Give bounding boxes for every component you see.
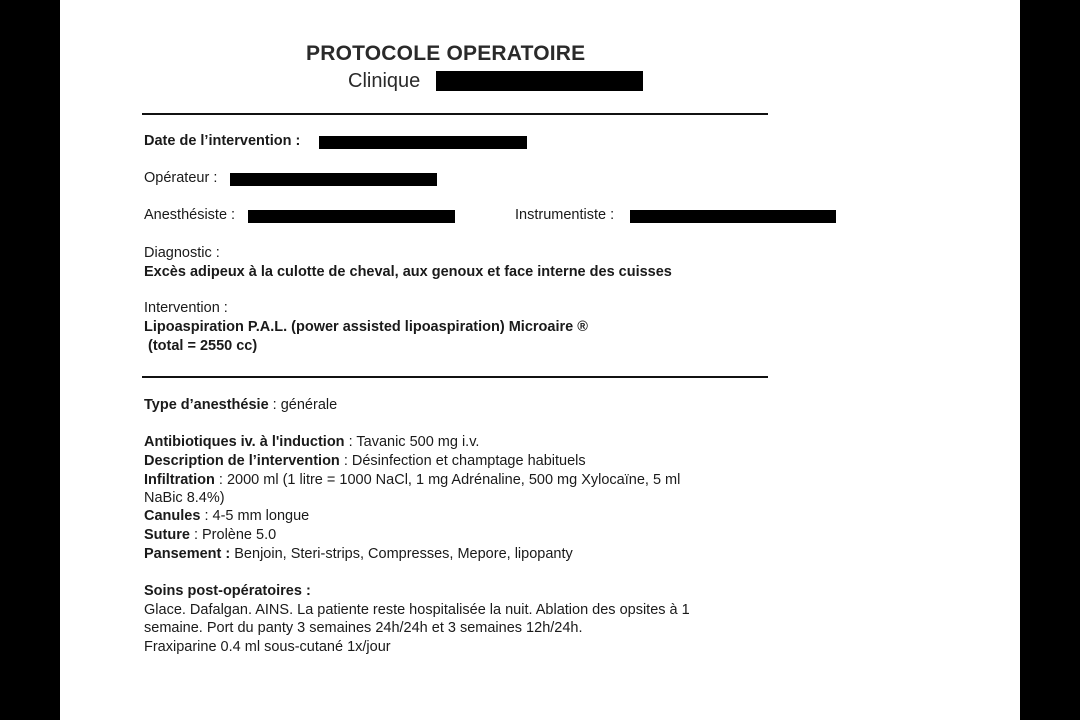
description-value: : Désinfection et champtage habituels [343,453,586,469]
cannulas-label: Canules [144,508,201,524]
antibiotics-row [144,434,479,450]
infiltration-value: : 2000 ml (1 litre = 1000 NaCl, 1 mg Adrénaline, 500 mg Xylocaïne, 5 ml [214,472,681,488]
postop-line2: semaine. Port du panty 3 semaines 24h/24h et 3 semaines 12h/24h. [144,620,583,636]
divider-top [142,113,768,115]
document-title: PROTOCOLE OPERATOIRE [306,42,586,65]
suture-row [144,527,276,543]
anesthesia-label: Type d’anesthésie [144,397,269,413]
dressing-value: Benjoin, Steri-strips, Compresses, Mepore, lipopanty [230,546,573,562]
infiltration-row [144,472,680,488]
redaction-clinic-name [436,71,643,91]
clinic-label: Clinique [348,70,421,92]
instrumentist-label: Instrumentiste : [515,207,615,223]
description-row [144,453,586,469]
postop-label: Soins post-opératoires : [144,583,311,599]
antibiotics-value: : Tavanic 500 mg i.v. [348,434,480,450]
cannulas-value: : 4-5 mm longue [204,508,310,524]
diagnostic-value: Excès adipeux à la culotte de cheval, aux genoux et face interne des cuisses [144,264,672,280]
suture-label: Suture [144,527,190,543]
description-label: Description de l’intervention [144,453,340,469]
anesthesia-value: : générale [272,397,338,413]
redaction-anesthetist [248,210,455,223]
document-page [60,0,1020,720]
anesthetist-label: Anesthésiste : [144,207,236,223]
intervention-value-line1: Lipoaspiration P.A.L. (power assisted lipoaspiration) Microaire ® [144,319,588,335]
dressing-row [144,546,573,562]
postop-line1: Glace. Dafalgan. AINS. La patiente reste hospitalisée la nuit. Ablation des opsites à 1 [144,602,690,618]
infiltration-continuation: NaBic 8.4%) [144,490,225,506]
anesthesia-row [144,397,337,413]
intervention-value-line2: (total = 2550 cc) [148,338,258,354]
suture-value: : Prolène 5.0 [193,527,277,543]
redaction-date [319,136,527,149]
redaction-operator [230,173,437,186]
operator-label: Opérateur : [144,170,218,186]
infiltration-label: Infiltration [144,472,215,488]
cannulas-row [144,508,309,524]
divider-bottom [142,376,768,378]
dressing-label: Pansement : [144,546,231,562]
redaction-instrumentist [630,210,836,223]
diagnostic-label: Diagnostic : [144,245,220,261]
intervention-label: Intervention : [144,300,228,316]
date-label: Date de l’intervention : [144,133,301,149]
antibiotics-label: Antibiotiques iv. à l'induction [144,434,345,450]
postop-line3: Fraxiparine 0.4 ml sous-cutané 1x/jour [144,639,391,655]
